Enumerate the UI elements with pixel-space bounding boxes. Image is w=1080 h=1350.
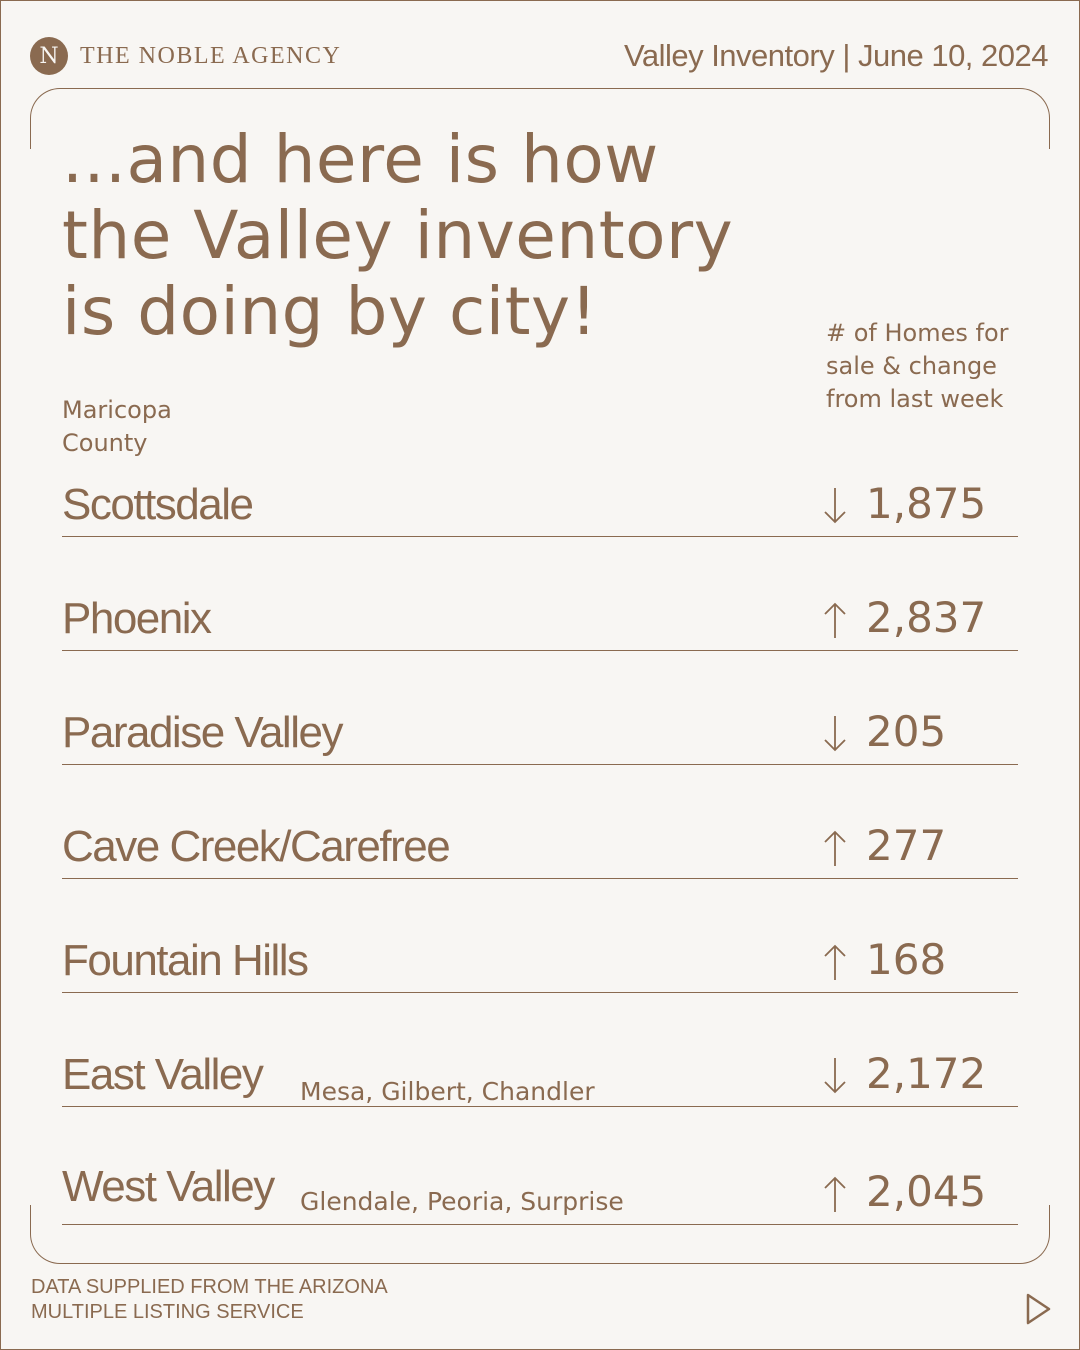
city-name: Paradise Valley	[62, 708, 342, 757]
brand-name: THE NOBLE AGENCY	[80, 42, 342, 69]
home-count: 168	[866, 935, 947, 984]
brand-logo: N	[30, 37, 68, 75]
play-outline-icon[interactable]	[1024, 1292, 1052, 1326]
city-row	[62, 536, 1018, 651]
city-sub: Glendale, Peoria, Surprise	[300, 1187, 624, 1216]
city-row	[62, 422, 1018, 537]
arrow-up-icon	[820, 1174, 850, 1214]
county-label: Maricopa County	[62, 396, 172, 457]
city-name: Scottsdale	[62, 480, 253, 529]
column-label: # of Homes for sale & change from last week	[826, 319, 1009, 413]
city-name: Cave Creek/Carefree	[62, 822, 450, 871]
brand	[30, 37, 341, 75]
city-row	[62, 992, 1018, 1107]
home-count: 205	[866, 707, 947, 756]
city-name: Phoenix	[62, 594, 211, 643]
arrow-up-icon	[820, 942, 850, 982]
city-row	[62, 878, 1018, 993]
arrow-down-icon	[820, 714, 850, 754]
city-row	[62, 1106, 1018, 1225]
home-count: 1,875	[866, 479, 987, 528]
arrow-down-icon	[820, 1056, 850, 1096]
home-count: 277	[866, 821, 947, 870]
arrow-up-icon	[820, 828, 850, 868]
city-name: East Valley	[62, 1050, 263, 1099]
arrow-down-icon	[820, 486, 850, 526]
arrow-up-icon	[820, 600, 850, 640]
home-count: 2,837	[866, 593, 987, 642]
city-row	[62, 650, 1018, 765]
header-title: Valley Inventory | June 10, 2024	[623, 38, 1048, 73]
home-count: 2,045	[866, 1167, 987, 1216]
home-count: 2,172	[866, 1049, 987, 1098]
city-row	[62, 764, 1018, 879]
city-name: Fountain Hills	[62, 936, 308, 985]
city-name: West Valley	[62, 1162, 274, 1211]
city-sub: Mesa, Gilbert, Chandler	[300, 1077, 595, 1106]
data-source-footnote: DATA SUPPLIED FROM THE ARIZONA MULTIPLE LISTING SERVICE	[31, 1276, 387, 1323]
headline: ...and here is how the Valley inventory is doing by city!	[62, 121, 734, 350]
